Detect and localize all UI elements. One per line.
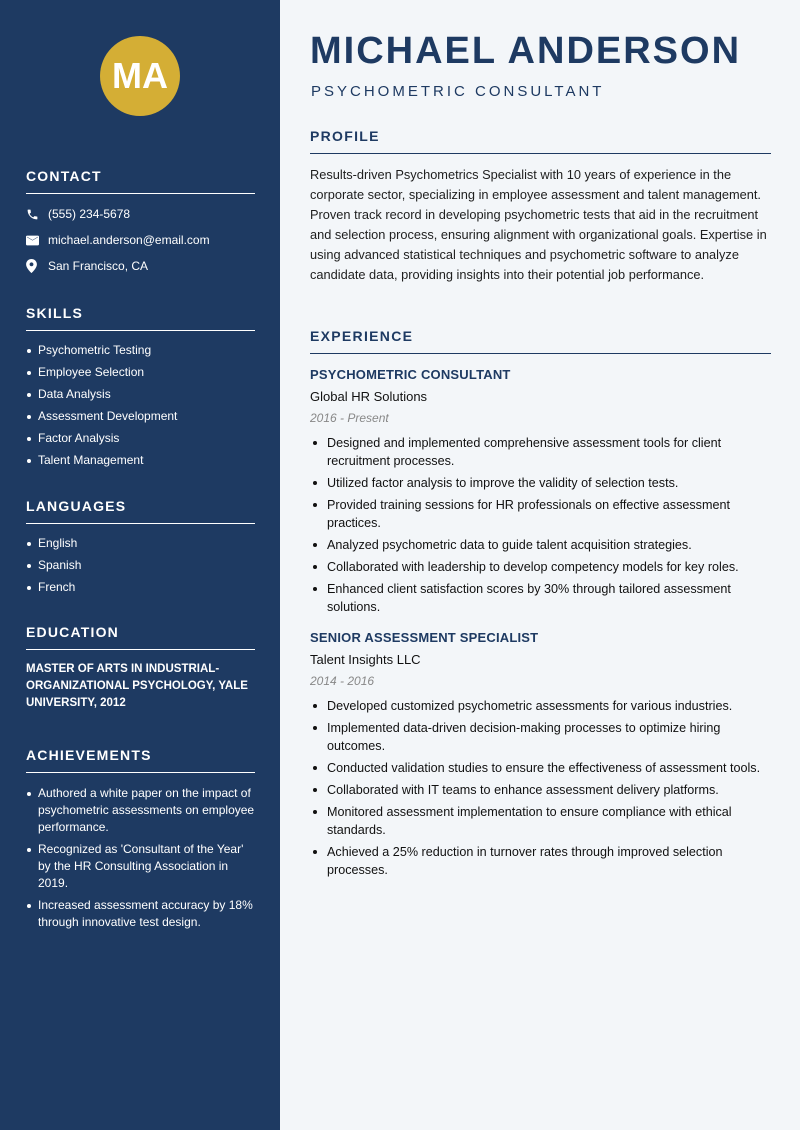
job-bullet: Collaborated with leadership to develop competency models for key roles. — [310, 558, 771, 576]
phone-icon — [26, 208, 48, 221]
education-degree: MASTER OF ARTS IN INDUSTRIAL-ORGANIZATIONAL PSYCHOLOGY, YALE UNIVERSITY, 2012 — [26, 663, 248, 709]
skill-item: Assessment Development — [26, 409, 255, 424]
main-content — [280, 0, 800, 1130]
candidate-title: PSYCHOMETRIC CONSULTANT — [311, 83, 605, 100]
job-title: SENIOR ASSESSMENT SPECIALIST — [310, 630, 539, 645]
achievement-item: Authored a white paper on the impact of psychometric assessments on employee performance. — [26, 785, 255, 836]
job-bullet: Monitored assessment implementation to ensure compliance with ethical standards. — [310, 803, 771, 839]
job-company: Talent Insights LLC — [310, 652, 421, 667]
location-pin-icon — [26, 259, 48, 273]
profile-section — [310, 128, 771, 285]
job-bullet: Utilized factor analysis to improve the validity of selection tests. — [310, 474, 771, 492]
email-text: michael.anderson@email.com — [48, 233, 210, 247]
languages-heading: LANGUAGES — [26, 498, 255, 524]
job-bullet: Collaborated with IT teams to enhance assessment delivery platforms. — [310, 781, 771, 799]
contact-email — [26, 231, 255, 249]
job-bullet: Analyzed psychometric data to guide talent acquisition strategies. — [310, 536, 771, 554]
skill-item: Talent Management — [26, 453, 255, 468]
profile-heading: PROFILE — [310, 128, 771, 154]
job-bullet: Achieved a 25% reduction in turnover rates through improved selection processes. — [310, 843, 771, 879]
achievements-heading: ACHIEVEMENTS — [26, 747, 255, 773]
email-icon — [26, 235, 48, 246]
skill-item: Psychometric Testing — [26, 343, 255, 358]
job-bullets — [310, 434, 771, 616]
languages-list — [26, 536, 255, 595]
profile-text: Results-driven Psychometrics Specialist with 10 years of experience in the corporate sector, specializing in employee assessment and talent management. Proven track record in developing psychometric tests that aid in the recruitment and selection process, ensuring alignment with organizational goals. Expertise in using advanced statistical techniques and psychometric software to analyze candidate data, providing insights into their potential job performance. — [310, 167, 767, 282]
education-heading: EDUCATION — [26, 624, 255, 650]
skills-list — [26, 343, 255, 468]
job-title: PSYCHOMETRIC CONSULTANT — [310, 367, 511, 382]
job-bullets — [310, 697, 771, 879]
language-item: Spanish — [26, 558, 255, 573]
experience-heading: EXPERIENCE — [310, 328, 771, 354]
contact-heading: CONTACT — [26, 168, 255, 194]
job-bullet: Designed and implemented comprehensive assessment tools for client recruitment processes. — [310, 434, 771, 470]
location-text: San Francisco, CA — [48, 259, 149, 273]
job-dates: 2014 - 2016 — [310, 674, 375, 688]
job-dates: 2016 - Present — [310, 411, 389, 425]
skill-item: Data Analysis — [26, 387, 255, 402]
achievements-list — [26, 785, 255, 931]
skill-item: Employee Selection — [26, 365, 255, 380]
achievements-section — [26, 747, 255, 936]
language-item: French — [26, 580, 255, 595]
skills-section — [26, 305, 255, 475]
sidebar — [0, 0, 280, 1130]
job-bullet: Developed customized psychometric assessments for various industries. — [310, 697, 771, 715]
job-company: Global HR Solutions — [310, 389, 428, 404]
languages-section — [26, 498, 255, 602]
skill-item: Factor Analysis — [26, 431, 255, 446]
phone-text: (555) 234-5678 — [48, 207, 131, 221]
language-item: English — [26, 536, 255, 551]
contact-section — [26, 168, 255, 275]
job-bullet: Provided training sessions for HR professionals on effective assessment practices. — [310, 496, 771, 532]
skills-heading: SKILLS — [26, 305, 255, 331]
job-entry — [310, 367, 771, 616]
avatar — [100, 36, 180, 116]
job-bullet: Conducted validation studies to ensure the effectiveness of assessment tools. — [310, 759, 771, 777]
achievement-item: Recognized as 'Consultant of the Year' by the HR Consulting Association in 2019. — [26, 841, 255, 892]
contact-location — [26, 257, 255, 275]
job-bullet: Implemented data-driven decision-making processes to optimize hiring outcomes. — [310, 719, 771, 755]
education-section — [26, 624, 255, 712]
experience-section — [310, 328, 771, 883]
job-entry — [310, 630, 771, 879]
avatar-initials: MA — [112, 55, 168, 96]
contact-phone — [26, 205, 255, 223]
candidate-name: MICHAEL ANDERSON — [310, 30, 742, 72]
job-bullet: Enhanced client satisfaction scores by 30% through tailored assessment solutions. — [310, 580, 771, 616]
achievement-item: Increased assessment accuracy by 18% through innovative test design. — [26, 897, 255, 931]
